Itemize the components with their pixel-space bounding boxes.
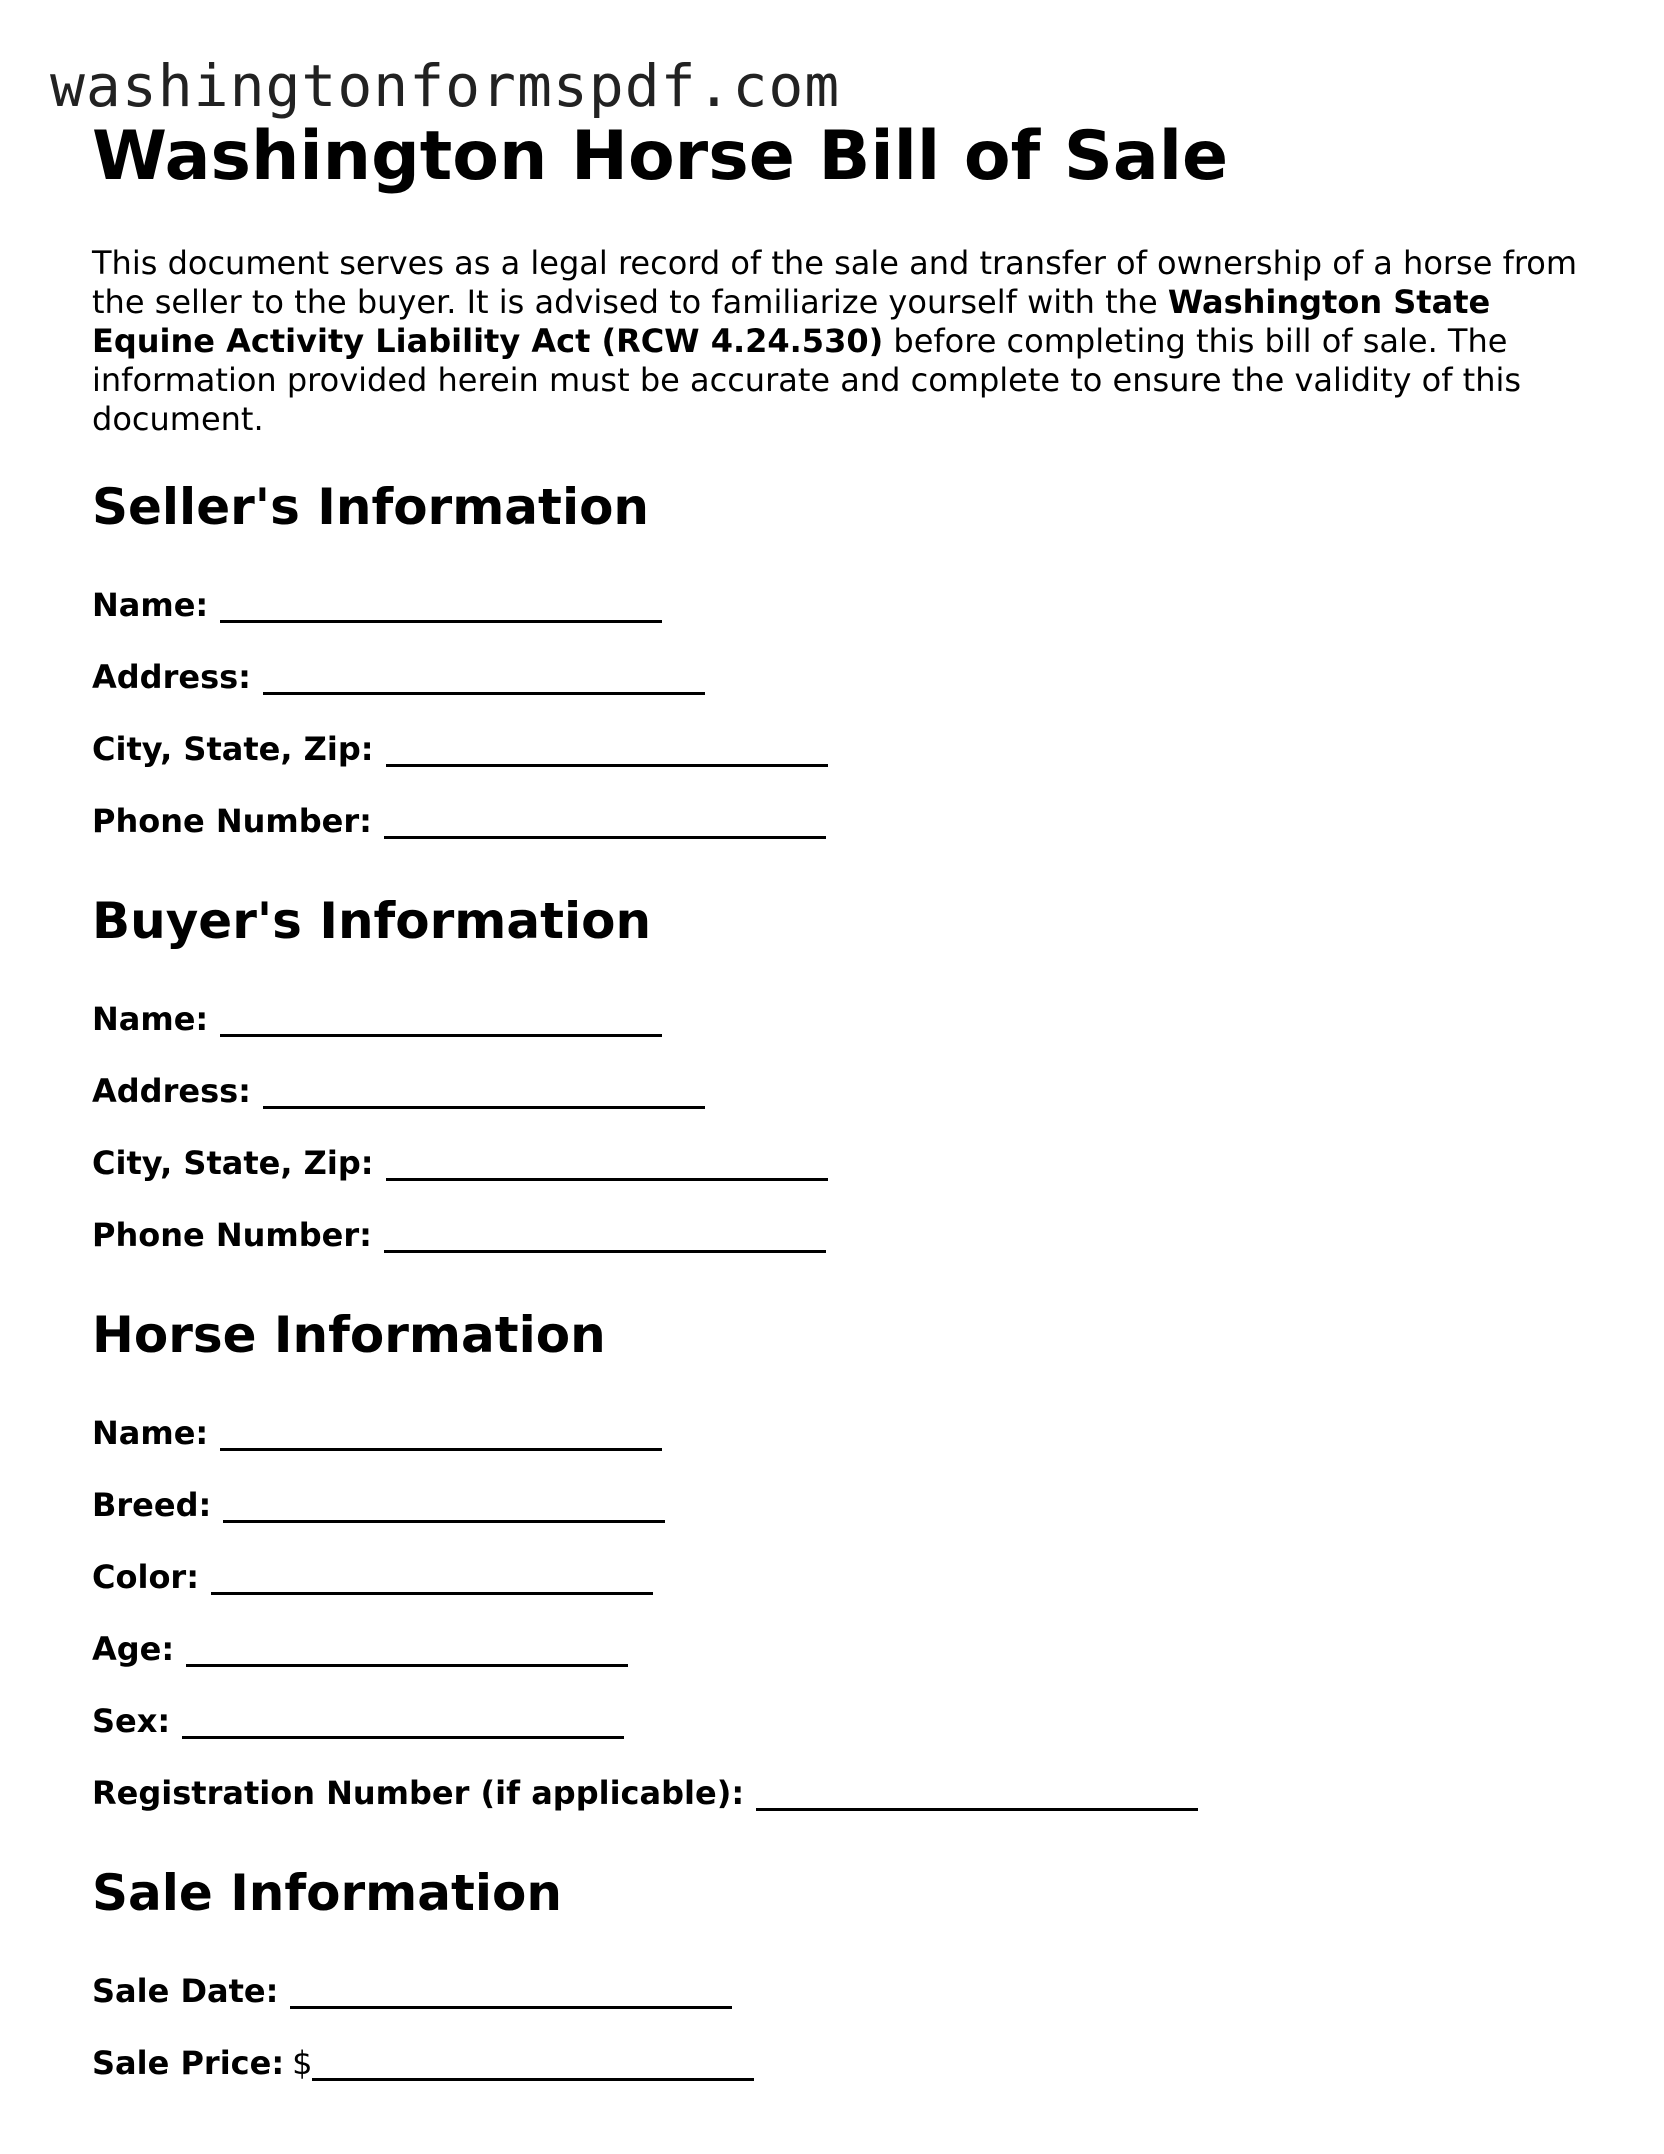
sale-price-label: Sale Price: xyxy=(92,2044,285,2082)
horse-registration-blank[interactable] xyxy=(756,1808,1198,1811)
sale-date-field xyxy=(92,1949,1592,2021)
intro-paragraph xyxy=(92,244,1592,439)
sale-date-blank[interactable] xyxy=(290,2006,732,2009)
horse-section xyxy=(92,1305,1592,1823)
seller-city-blank[interactable] xyxy=(386,764,828,767)
document-body xyxy=(92,112,1592,2093)
buyer-city-field xyxy=(92,1121,1592,1193)
buyer-city-blank[interactable] xyxy=(386,1178,828,1181)
buyer-address-label: Address: xyxy=(92,1072,251,1110)
horse-age-blank[interactable] xyxy=(186,1664,628,1667)
seller-section xyxy=(92,477,1592,851)
horse-sex-label: Sex: xyxy=(92,1702,171,1740)
horse-age-field xyxy=(92,1607,1592,1679)
horse-breed-label: Breed: xyxy=(92,1486,212,1524)
horse-name-field xyxy=(92,1391,1592,1463)
sale-date-label: Sale Date: xyxy=(92,1972,279,2010)
sale-heading: Sale Information xyxy=(92,1864,562,1922)
seller-city-field xyxy=(92,707,1592,779)
horse-registration-label: Registration Number (if applicable): xyxy=(92,1774,745,1812)
buyer-phone-blank[interactable] xyxy=(384,1250,826,1253)
buyer-name-label: Name: xyxy=(92,1000,209,1038)
horse-name-blank[interactable] xyxy=(220,1448,662,1451)
horse-breed-blank[interactable] xyxy=(223,1520,665,1523)
buyer-address-blank[interactable] xyxy=(263,1106,705,1109)
buyer-name-field xyxy=(92,977,1592,1049)
seller-phone-field xyxy=(92,779,1592,851)
horse-registration-field xyxy=(92,1751,1592,1823)
seller-phone-label: Phone Number: xyxy=(92,802,372,840)
seller-heading: Seller's Information xyxy=(92,478,650,536)
seller-phone-blank[interactable] xyxy=(384,836,826,839)
seller-address-field xyxy=(92,635,1592,707)
seller-city-label: City, State, Zip: xyxy=(92,730,374,768)
sale-price-field xyxy=(92,2021,1592,2093)
buyer-heading: Buyer's Information xyxy=(92,892,652,950)
dollar-sign: $ xyxy=(292,2044,313,2082)
horse-color-blank[interactable] xyxy=(211,1592,653,1595)
buyer-address-field xyxy=(92,1049,1592,1121)
seller-address-blank[interactable] xyxy=(263,692,705,695)
horse-color-field xyxy=(92,1535,1592,1607)
watermark-text: washingtonformspdf.com xyxy=(50,52,841,120)
sale-price-blank[interactable] xyxy=(312,2078,754,2081)
page-title: Washington Horse Bill of Sale xyxy=(92,117,1229,196)
buyer-section xyxy=(92,891,1592,1265)
horse-color-label: Color: xyxy=(92,1558,199,1596)
seller-name-label: Name: xyxy=(92,586,209,624)
buyer-name-blank[interactable] xyxy=(220,1034,662,1037)
intro-text-2: before completing this bill of sale. The information provided herein must be accurate and complete to ensure the validity of this document. xyxy=(92,322,1522,438)
buyer-city-label: City, State, Zip: xyxy=(92,1144,374,1182)
seller-name-field xyxy=(92,563,1592,635)
intro-law-reference: Washington State Equine Activity Liability Act (RCW 4.24.530) xyxy=(92,283,1491,360)
buyer-phone-label: Phone Number: xyxy=(92,1216,372,1254)
seller-address-label: Address: xyxy=(92,658,251,696)
seller-name-blank[interactable] xyxy=(220,620,662,623)
horse-heading: Horse Information xyxy=(92,1306,606,1364)
intro-text-1: This document serves as a legal record of the sale and transfer of ownership of a horse from the seller to the buyer. It is advised to familiarize yourself with the xyxy=(92,244,1578,321)
buyer-phone-field xyxy=(92,1193,1592,1265)
horse-name-label: Name: xyxy=(92,1414,209,1452)
horse-breed-field xyxy=(92,1463,1592,1535)
horse-sex-field xyxy=(92,1679,1592,1751)
horse-sex-blank[interactable] xyxy=(182,1736,624,1739)
horse-age-label: Age: xyxy=(92,1630,175,1668)
sale-section xyxy=(92,1863,1592,2093)
